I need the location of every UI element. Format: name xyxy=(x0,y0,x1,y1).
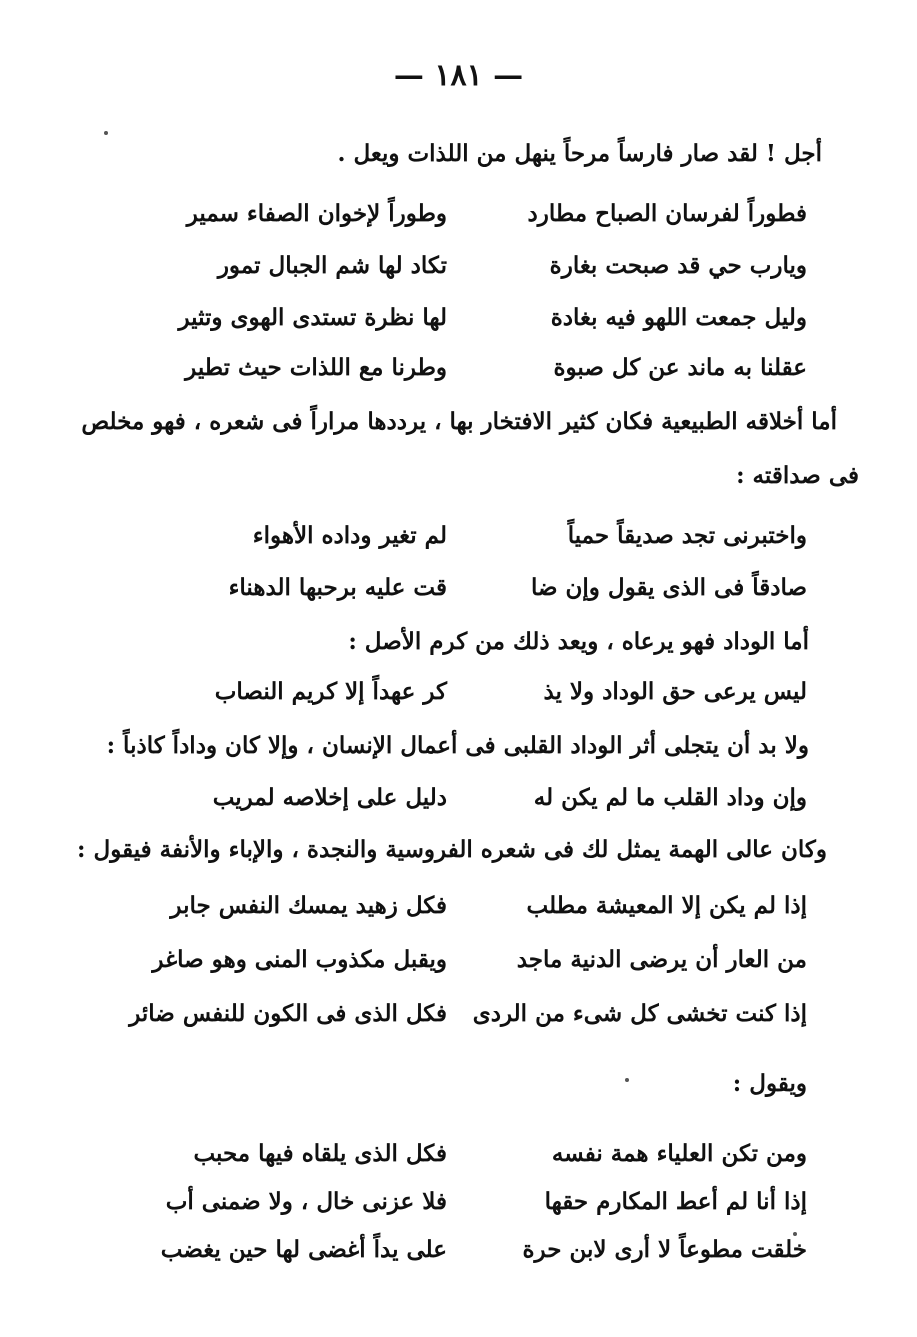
verse-first-hemistich: من العار أن يرضى الدنية ماجد xyxy=(516,946,807,973)
verse-first-hemistich: ومن تكن العلياء همة نفسه xyxy=(551,1140,807,1167)
verse-second-hemistich: ويقبل مكذوب المنى وهو صاغر xyxy=(152,946,447,973)
verse-first-hemistich: خلقت مطوعاً لا أرى لابن حرة xyxy=(522,1236,807,1263)
verse-line xyxy=(0,1236,917,1280)
paragraph-line: أما أخلاقه الطبيعية فكان كثير الافتخار بها ، يرددها مراراً فى شعره ، فهو مخلص xyxy=(81,408,837,435)
verse-second-hemistich: لم تغير وداده الأهواء xyxy=(252,522,447,549)
verse-line xyxy=(0,574,917,618)
page-number: — ١٨١ — xyxy=(393,58,524,93)
paragraph-line: ويقول : xyxy=(732,1070,807,1097)
paragraph-line: أما الوداد فهو يرعاه ، ويعد ذلك من كرم الأصل : xyxy=(348,628,809,655)
verse-line xyxy=(0,354,917,398)
verse-second-hemistich: على يداً أغضى لها حين يغضب xyxy=(160,1236,447,1263)
paragraph-line: ولا بد أن يتجلى أثر الوداد القلبى فى أعمال الإنسان ، وإلا كان وداداً كاذباً : xyxy=(106,732,809,759)
verse-first-hemistich: فطوراً لفرسان الصباح مطارد xyxy=(527,200,807,227)
verse-line xyxy=(0,1140,917,1184)
verse-first-hemistich: واختبرنى تجد صديقاً حمياً xyxy=(567,522,807,549)
verse-first-hemistich: إذا أنا لم أعط المكارم حقها xyxy=(544,1188,807,1215)
verse-second-hemistich: فكل الذى فى الكون للنفس ضائر xyxy=(129,1000,447,1027)
verse-first-hemistich: وإن وداد القلب ما لم يكن له xyxy=(533,784,807,811)
verse-second-hemistich: فكل الذى يلقاه فيها محبب xyxy=(193,1140,447,1167)
verse-first-hemistich: إذا لم يكن إلا المعيشة مطلب xyxy=(526,892,807,919)
verse-first-hemistich: وليل جمعت اللهو فيه بغادة xyxy=(550,304,807,331)
speck xyxy=(625,1078,629,1082)
verse-line xyxy=(0,784,917,828)
verse-line xyxy=(0,892,917,936)
verse-second-hemistich: فكل زهيد يمسك النفس جابر xyxy=(170,892,447,919)
verse-line xyxy=(0,1188,917,1232)
verse-second-hemistich: وطرنا مع اللذات حيث تطير xyxy=(185,354,447,381)
verse-first-hemistich: عقلنا به ماند عن كل صبوة xyxy=(553,354,807,381)
speck xyxy=(104,131,108,135)
speck xyxy=(793,1232,797,1236)
verse-second-hemistich: دليل على إخلاصه لمريب xyxy=(212,784,447,811)
verse-line xyxy=(0,252,917,296)
verse-second-hemistich: تكاد لها شم الجبال تمور xyxy=(217,252,447,279)
verse-first-hemistich: ليس يرعى حق الوداد ولا يذ xyxy=(543,678,807,705)
verse-second-hemistich: لها نظرة تستدى الهوى وتثير xyxy=(178,304,447,331)
verse-second-hemistich: وطوراً لإخوان الصفاء سمير xyxy=(186,200,447,227)
verse-second-hemistich: كر عهداً إلا كريم النصاب xyxy=(214,678,447,705)
paragraph-line: فى صداقته : xyxy=(736,462,859,489)
verse-line xyxy=(0,200,917,244)
verse-second-hemistich: فلا عزنى خال ، ولا ضمنى أب xyxy=(165,1188,447,1215)
verse-first-hemistich: إذا كنت تخشى كل شىء من الردى xyxy=(472,1000,807,1027)
verse-line xyxy=(0,304,917,348)
intro-line: أجل ! لقد صار فارساً مرحاً ينهل من اللذات ويعل . xyxy=(337,140,822,167)
verse-line xyxy=(0,946,917,990)
verse-line xyxy=(0,678,917,722)
verse-line xyxy=(0,1000,917,1044)
verse-first-hemistich: صادقاً فى الذى يقول وإن ضا xyxy=(530,574,807,601)
verse-first-hemistich: ويارب حي قد صبحت بغارة xyxy=(549,252,807,279)
verse-line xyxy=(0,522,917,566)
paragraph-line: وكان عالى الهمة يمثل لك فى شعره الفروسية والنجدة ، والإباء والأنفة فيقول : xyxy=(77,836,827,863)
verse-second-hemistich: قت عليه برحبها الدهناء xyxy=(228,574,447,601)
